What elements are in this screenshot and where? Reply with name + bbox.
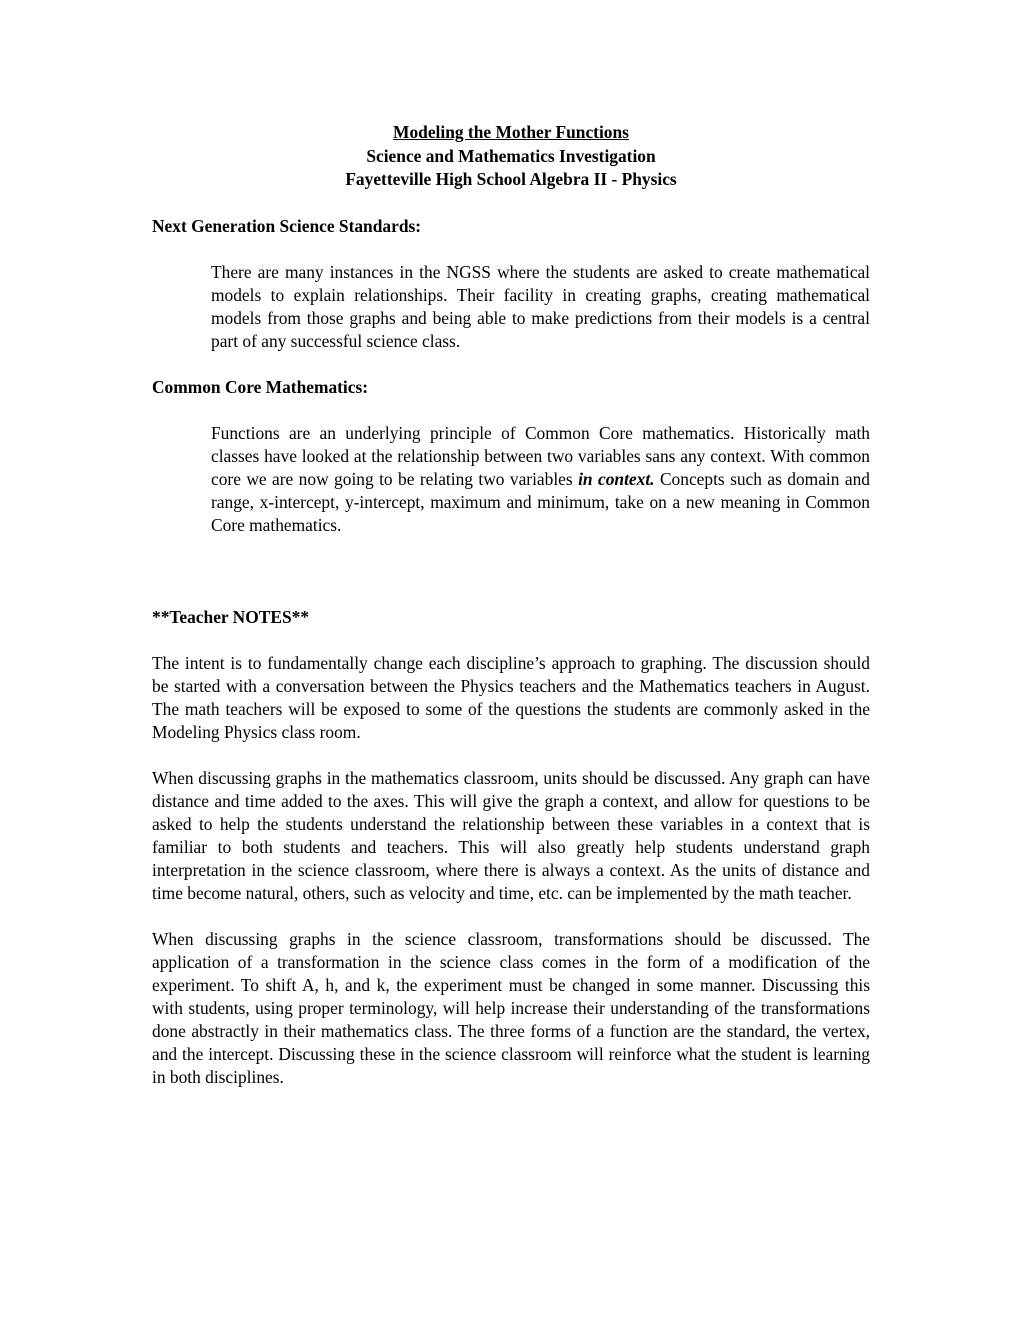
- common-core-heading: Common Core Mathematics:: [152, 376, 369, 397]
- title-block: [152, 121, 870, 192]
- document-subtitle: Science and Mathematics Investigation: [366, 145, 656, 166]
- common-core-paragraph: [211, 422, 870, 537]
- teacher-notes-paragraph-1: The intent is to fundamentally change each discipline’s approach to graphing. The discussion should be started with a conversation between the Physics teachers and the Mathematics teachers in August. The math teachers will be exposed to some of the questions the students are commonly asked in the Modeling Physics class room.: [152, 652, 870, 742]
- common-core-emphasis: in context.: [578, 468, 655, 489]
- ngss-paragraph: There are many instances in the NGSS where the students are asked to create mathematical models to explain relationships. Their facility in creating graphs, creating mathematical models from those graphs and being able to make predictions from their models is a central part of any successful science class.: [211, 261, 870, 351]
- teacher-notes-paragraph-3: When discussing graphs in the science classroom, transformations should be discussed. The application of a transformation in the science class comes in the form of a modification of the experiment. To shift A, h, and k, the experiment must be changed in some manner. Discussing this with students, using proper terminology, will help increase their understanding of the transformations done abstractly in their mathematics class. The three forms of a function are the standard, the vertex, and the intercept. Discussing these in the science classroom will reinforce what the student is learning in both disciplines.: [152, 928, 870, 1087]
- document-school-line: Fayetteville High School Algebra II - Physics: [345, 169, 677, 189]
- document-page: [152, 121, 870, 1089]
- common-core-text-end: Concepts such as domain and range, x-intercept, y-intercept, maximum and minimum, take on a new meaning in Common Core mathematics.: [211, 468, 870, 535]
- teacher-notes-paragraph-2: When discussing graphs in the mathematics classroom, units should be discussed. Any graph can have distance and time added to the axes. This will give the graph a context, and allow for questions to be asked to help the students understand the relationship between these variables in a context that is familiar to both students and teachers. This will also greatly help students understand graph interpretation in the science classroom, where there is always a context. As the units of distance and time become natural, others, such as velocity and time, etc. can be implemented by the math teacher.: [152, 767, 870, 903]
- teacher-notes-heading: **Teacher NOTES**: [152, 606, 310, 627]
- document-title: Modeling the Mother Functions: [393, 122, 629, 142]
- ngss-heading: Next Generation Science Standards:: [152, 215, 422, 236]
- common-core-text-start: Functions are an underlying principle of Common Core mathematics. Historically math classes have looked at the relationship between two variables sans any context. With common core we are now going to be relating two variables: [211, 422, 870, 489]
